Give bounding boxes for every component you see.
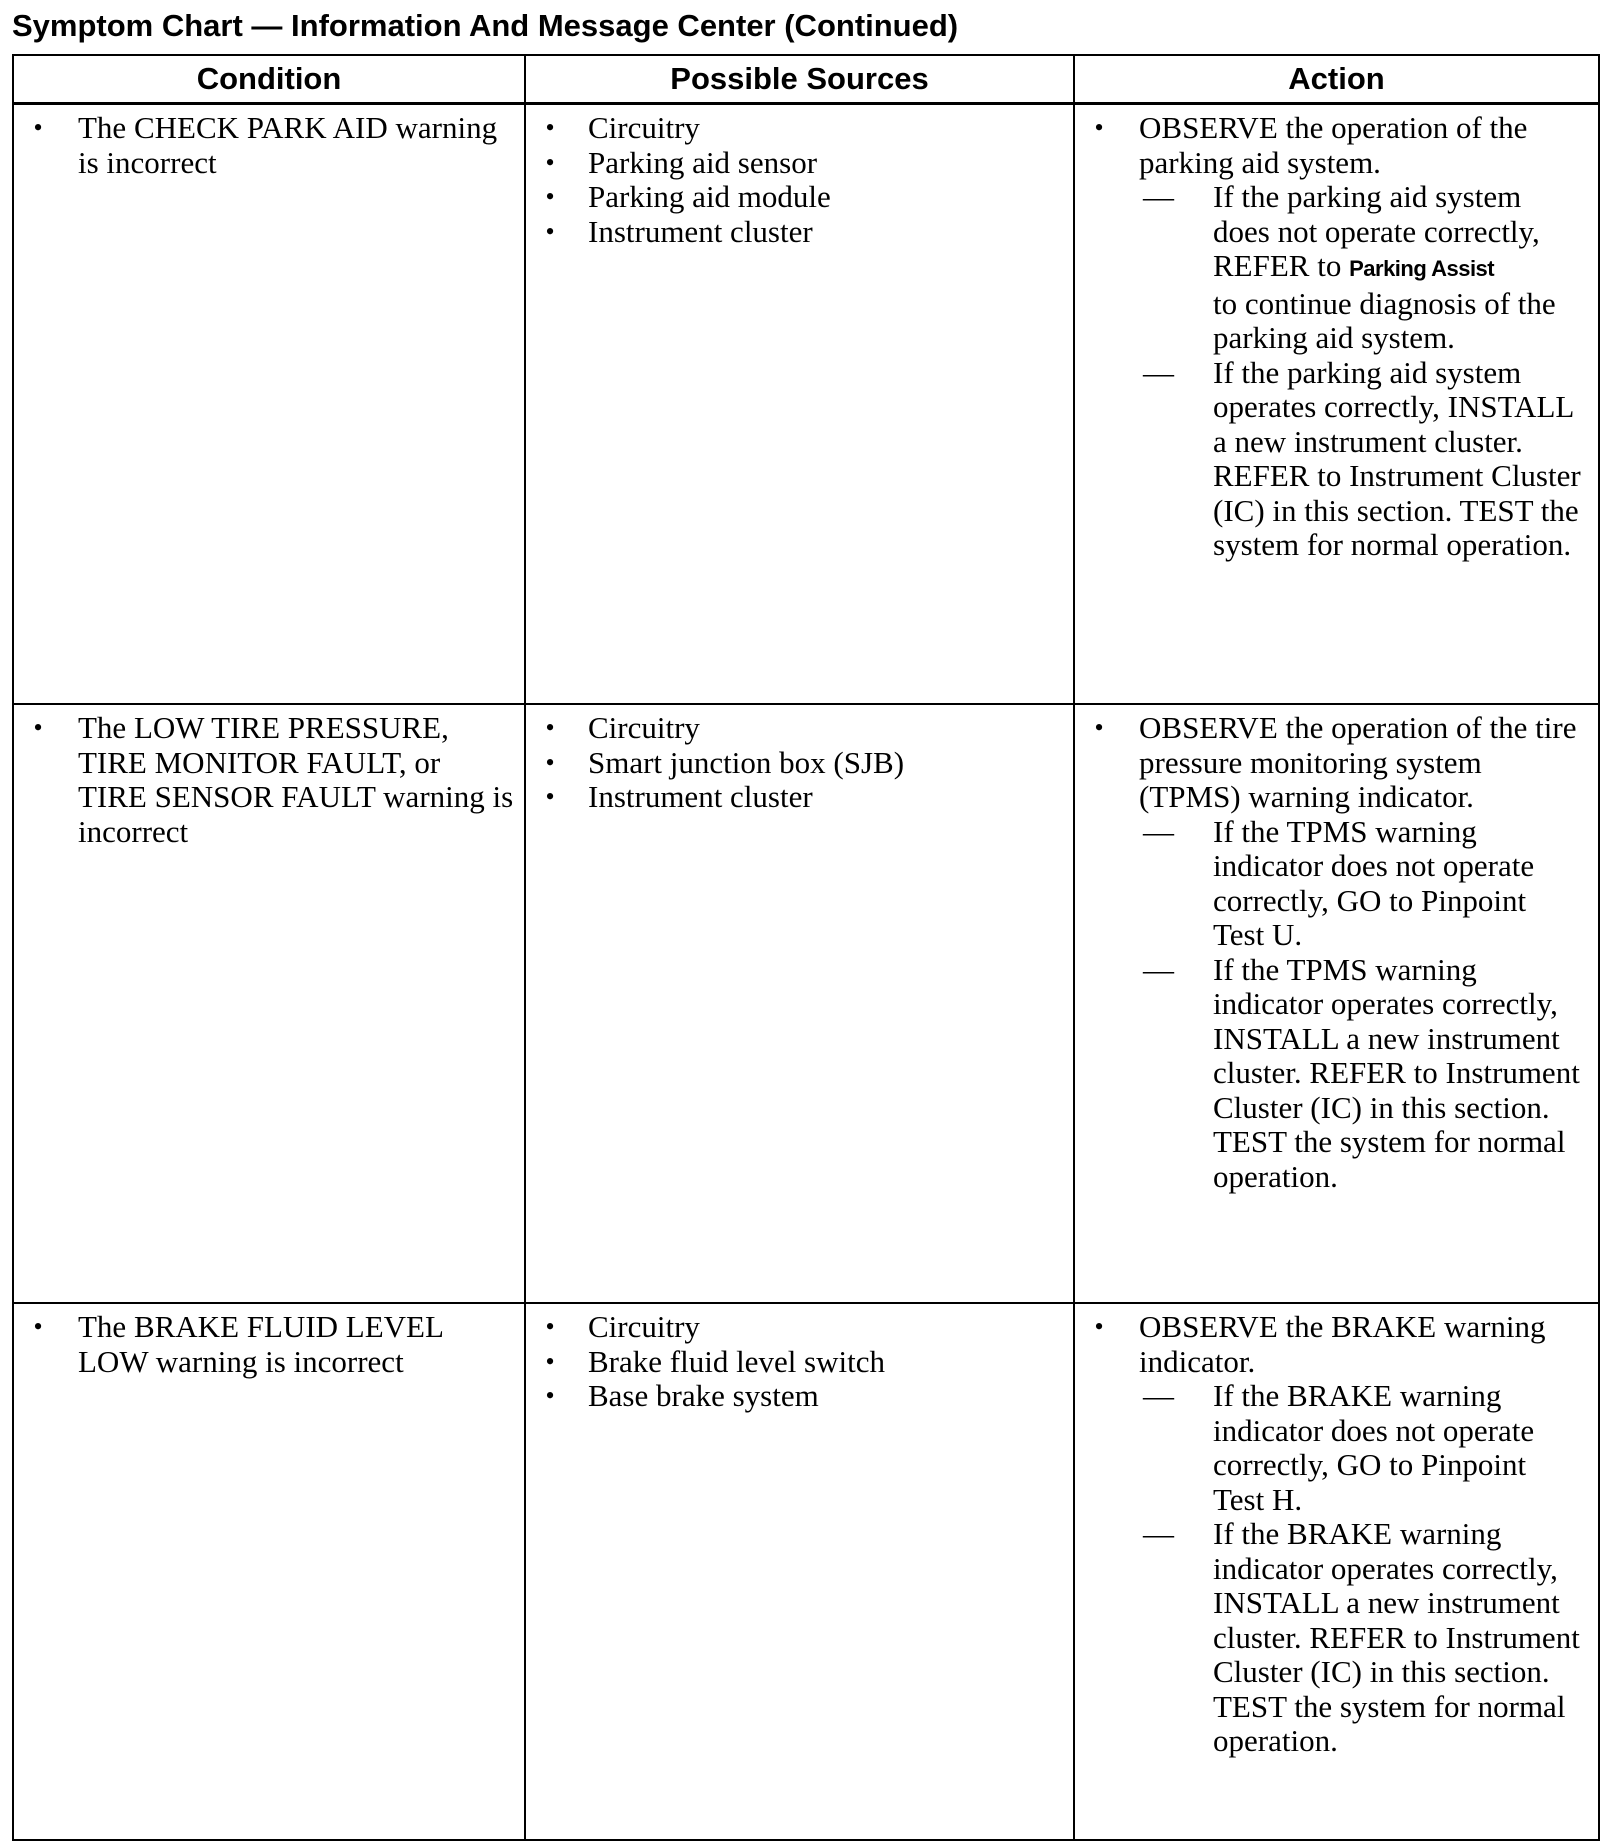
bullet-icon: • [545, 113, 555, 142]
parking-assist-link[interactable]: Parking Assist [1349, 256, 1495, 281]
list-item [526, 215, 1073, 250]
header-row [13, 55, 1599, 104]
list-item [526, 180, 1073, 215]
action-cell [1074, 104, 1599, 705]
source-text: Instrument cluster [588, 213, 813, 249]
bullet-icon: • [1094, 113, 1104, 142]
source-text: Brake fluid level switch [588, 1343, 885, 1379]
condition-text: The BRAKE FLUID LEVEL LOW warning is incorrect [78, 1309, 443, 1379]
source-text: Base brake system [588, 1378, 819, 1413]
condition-list [14, 711, 524, 849]
source-text: Circuitry [588, 710, 700, 745]
bullet-icon: • [545, 747, 555, 777]
sources-list [526, 1310, 1073, 1414]
page-title: Symptom Chart — Information And Message Center (Continued) [12, 8, 959, 43]
list-item [526, 146, 1073, 181]
bullet-icon: • [545, 1381, 555, 1410]
list-item [1075, 111, 1598, 563]
bullet-icon: • [545, 216, 555, 246]
list-item [14, 111, 524, 180]
list-item [526, 111, 1073, 146]
list-item [526, 1379, 1073, 1414]
list-item [14, 711, 524, 849]
list-item [1133, 356, 1588, 563]
source-text: Circuitry [588, 1309, 700, 1344]
sources-list [526, 111, 1073, 249]
condition-list [14, 1310, 524, 1379]
condition-cell [13, 104, 525, 705]
list-item [1075, 1310, 1598, 1759]
list-item [526, 711, 1073, 746]
sources-list [526, 711, 1073, 815]
source-text: Parking aid sensor [588, 144, 818, 180]
action-list [1075, 711, 1598, 1194]
bullet-icon: • [33, 713, 43, 742]
dash-icon: — [1143, 1516, 1174, 1551]
list-item [526, 1345, 1073, 1380]
list-item [1133, 815, 1588, 953]
bullet-icon: • [33, 1312, 43, 1341]
bullet-icon: • [545, 182, 555, 211]
bullet-icon: • [1094, 1312, 1104, 1341]
bullet-icon: • [545, 1346, 555, 1376]
source-text: Parking aid module [588, 179, 831, 214]
table-row [13, 704, 1599, 1303]
table-row [13, 1303, 1599, 1840]
column-header-condition: Condition [13, 55, 525, 104]
action-sub-list [1133, 1379, 1588, 1759]
dash-icon: — [1143, 354, 1174, 390]
bullet-icon: • [33, 113, 43, 142]
symptom-chart-table [12, 54, 1600, 1841]
action-sub-text: If the TPMS warning indicator operates correctly, INSTALL a new instrument cluster. REFER to Instrument Cluster (IC) in this section. TEST the system for normal operation. [1213, 951, 1580, 1194]
action-sub-list [1133, 180, 1588, 563]
sources-cell [525, 1303, 1074, 1840]
action-cell [1074, 1303, 1599, 1840]
action-main-text: OBSERVE the operation of the parking aid system. [1139, 110, 1528, 180]
list-item [1133, 953, 1588, 1195]
bullet-icon: • [545, 713, 555, 742]
bullet-icon: • [545, 147, 555, 177]
condition-cell [13, 1303, 525, 1840]
list-item [14, 1310, 524, 1379]
source-text: Smart junction box (SJB) [588, 744, 905, 780]
dash-icon: — [1143, 813, 1174, 849]
action-cell [1074, 704, 1599, 1303]
list-item [526, 780, 1073, 815]
action-sub-text: to continue diagnosis of the parking aid system. [1213, 285, 1556, 355]
list-item [1133, 180, 1588, 356]
dash-icon: — [1143, 179, 1174, 214]
list-item [526, 746, 1073, 781]
action-sub-text: If the BRAKE warning indicator operates correctly, INSTALL a new instrument cluster. REFER to Instrument Cluster (IC) in this section. TEST the system for normal operation. [1213, 1516, 1580, 1758]
action-sub-list [1133, 815, 1588, 1195]
sources-cell [525, 104, 1074, 705]
action-list [1075, 111, 1598, 563]
list-item [1133, 1379, 1588, 1517]
bullet-icon: • [545, 782, 555, 811]
action-main-text: OBSERVE the operation of the tire pressure monitoring system (TPMS) warning indicator. [1139, 710, 1577, 814]
column-header-possible-sources: Possible Sources [525, 55, 1074, 104]
condition-cell [13, 704, 525, 1303]
action-sub-text: If the TPMS warning indicator does not operate correctly, GO to Pinpoint Test U. [1213, 813, 1535, 952]
condition-text: The LOW TIRE PRESSURE, TIRE MONITOR FAULT, or TIRE SENSOR FAULT warning is incorrect [78, 710, 514, 849]
list-item [1075, 711, 1598, 1194]
source-text: Instrument cluster [588, 779, 813, 814]
source-text: Circuitry [588, 110, 700, 145]
list-item [526, 1310, 1073, 1345]
dash-icon: — [1143, 951, 1174, 987]
list-item [1133, 1517, 1588, 1759]
condition-text: The CHECK PARK AID warning is incorrect [78, 110, 498, 180]
action-sub-text: If the BRAKE warning indicator does not operate correctly, GO to Pinpoint Test H. [1213, 1378, 1535, 1517]
action-sub-text: If the parking aid system operates correctly, INSTALL a new instrument cluster. REFER to Instrument Cluster (IC) in this section. TEST the system for normal operation. [1213, 354, 1581, 562]
bullet-icon: • [545, 1312, 555, 1341]
dash-icon: — [1143, 1378, 1174, 1413]
condition-list [14, 111, 524, 180]
column-header-action: Action [1074, 55, 1599, 104]
action-list [1075, 1310, 1598, 1759]
table-row [13, 104, 1599, 705]
sources-cell [525, 704, 1074, 1303]
bullet-icon: • [1094, 713, 1104, 742]
action-main-text: OBSERVE the BRAKE warning indicator. [1139, 1309, 1546, 1379]
action-sub-text: If the parking aid system does not operate correctly, REFER to [1213, 179, 1540, 283]
